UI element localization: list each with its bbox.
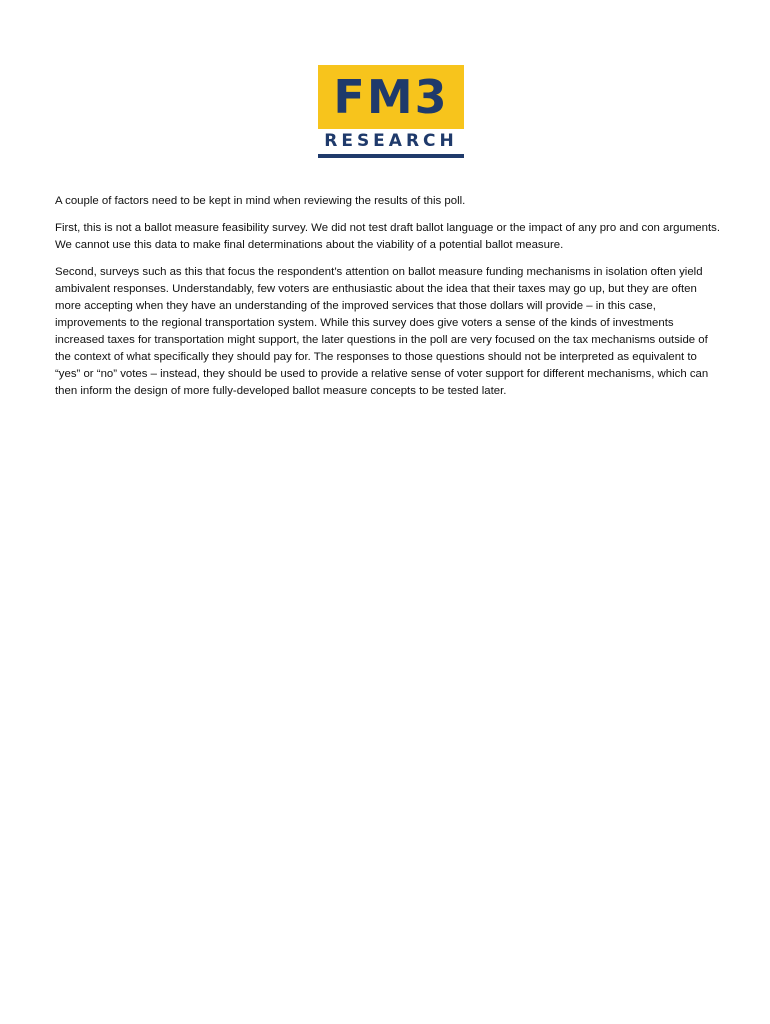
document-body xyxy=(55,193,720,410)
fm3-research-logo xyxy=(318,65,464,158)
logo-badge xyxy=(318,65,464,129)
logo-subtitle: RESEARCH xyxy=(324,131,458,151)
paragraph-intro: A couple of factors need to be kept in mind when reviewing the results of this poll. xyxy=(55,195,466,207)
paragraph-second: Second, surveys such as this that focus the respondent’s attention on ballot measure funding mechanisms in isolation often yield ambivalent responses. Understandably, few voters are enthusiastic about the idea that their taxes may go up, but they are often more accepting when they have an understanding of the improved services that those dollars will provide – in this case, improvements to the regional transportation system. While this survey does give voters a sense of the kinds of investments increased taxes for transportation might support, the later questions in the poll are very focused on the tax mechanisms outside of the context of what specifically they should pay for. The responses to those questions should not be interpreted as equivalent to “yes” or “no” votes – instead, they should be used to provide a relative sense of voter support for different mechanisms, which can then inform the design of more fully-developed ballot measure concepts to be tested later. xyxy=(55,266,709,397)
logo-underline xyxy=(318,154,464,158)
logo-mark: FM3 xyxy=(333,70,449,124)
paragraph-first: First, this is not a ballot measure feasibility survey. We did not test draft ballot language or the impact of any pro and con arguments. We cannot use this data to make final determinations about the viability of a potential ballot measure. xyxy=(55,222,721,251)
